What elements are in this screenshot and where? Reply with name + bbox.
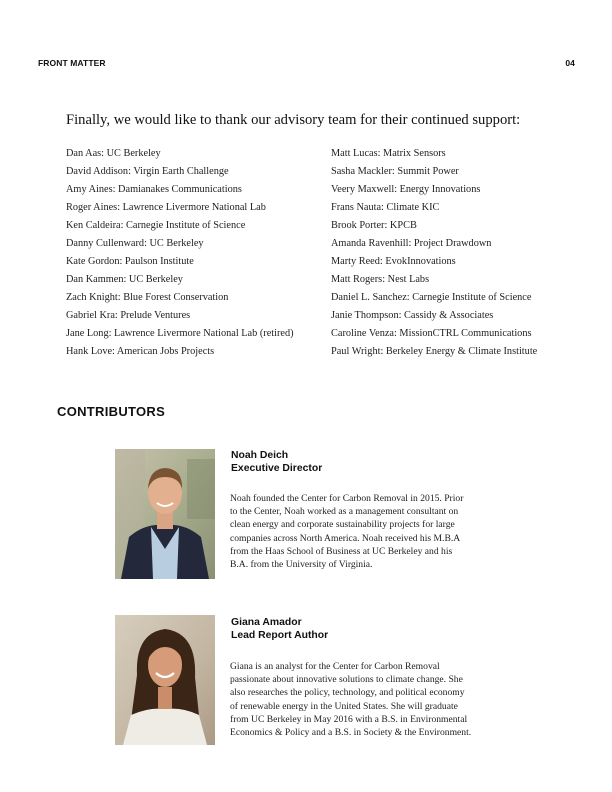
contributor-role: Executive Director [231,463,323,474]
advisor-entry: Sasha Mackler: Summit Power [331,166,459,177]
advisor-entry: Zach Knight: Blue Forest Conservation [66,292,229,303]
advisor-entry: Kate Gordon: Paulson Institute [66,256,194,267]
bio-line: Economics & Policy and a B.S. in Society & the Environment. [230,727,472,739]
bio-line: from UC Berkeley in May 2016 with a B.S. in Environmental [230,713,468,725]
contributor-bio [230,660,510,739]
advisor-entry: Matt Rogers: Nest Labs [331,274,430,285]
advisory-intro: Finally, we would like to thank our advisory team for their continued support: [66,112,521,128]
running-header-section: FRONT MATTER [38,58,106,68]
advisor-entry: Matt Lucas: Matrix Sensors [331,148,446,159]
bio-line: from the Haas School of Business at UC Berkeley and his [230,545,453,557]
advisor-entry: Gabriel Kra: Prelude Ventures [66,310,191,321]
advisory-list-left [66,145,328,361]
advisor-entry: Caroline Venza: MissionCTRL Communications [331,328,532,339]
bio-line: passionate about innovative solutions to climate change. She [230,674,463,686]
advisor-entry: David Addison: Virgin Earth Challenge [66,166,229,177]
advisor-entry: Paul Wright: Berkeley Energy & Climate Institute [331,346,538,357]
advisor-entry: Roger Aines: Lawrence Livermore National Lab [66,202,266,213]
contributor-role: Lead Report Author [231,630,329,641]
contributor-bio [230,492,510,571]
bio-line: clean energy and corporate sustainability projects for large [230,519,455,531]
advisor-entry: Frans Nauta: Climate KIC [331,202,440,213]
advisor-entry: Marty Reed: EvokInnovations [331,256,456,267]
advisor-entry: Janie Thompson: Cassidy & Associates [331,310,494,321]
advisor-entry: Danny Cullenward: UC Berkeley [66,238,204,249]
advisor-entry: Brook Porter: KPCB [331,220,417,231]
bio-line: B.A. from the University of Virginia. [230,559,373,571]
advisor-entry: Daniel L. Sanchez: Carnegie Institute of Science [331,292,532,303]
advisor-entry: Ken Caldeira: Carnegie Institute of Science [66,220,246,231]
contributor-name: Noah Deich [231,450,289,461]
advisor-entry: Hank Love: American Jobs Projects [66,346,215,357]
bio-line: also researches the policy, technology, and political economy [230,687,465,699]
contributor-photo [115,615,215,745]
advisor-entry: Dan Aas: UC Berkeley [66,148,161,159]
bio-line: companies across North America. Noah received his M.B.A [230,532,461,544]
advisor-entry: Amy Aines: Damianakes Communications [66,184,242,195]
advisory-list-right [331,145,581,361]
page-number: 04 [565,58,575,68]
bio-line: to the Center, Noah worked as a management consultant on [230,506,459,518]
advisor-entry: Jane Long: Lawrence Livermore National Lab (retired) [66,328,294,339]
advisor-entry: Veery Maxwell: Energy Innovations [331,184,481,195]
contributors-heading: CONTRIBUTORS [57,404,166,419]
advisor-entry: Dan Kammen: UC Berkeley [66,274,183,285]
contributor-photo [115,449,215,579]
bio-line: Giana is an analyst for the Center for Carbon Removal [230,661,440,672]
bio-line: of renewable energy in the United States. She will graduate [230,700,458,712]
contributor-name: Giana Amador [231,617,302,628]
advisor-entry: Amanda Ravenhill: Project Drawdown [331,238,492,249]
bio-line: Noah founded the Center for Carbon Removal in 2015. Prior [230,493,464,504]
